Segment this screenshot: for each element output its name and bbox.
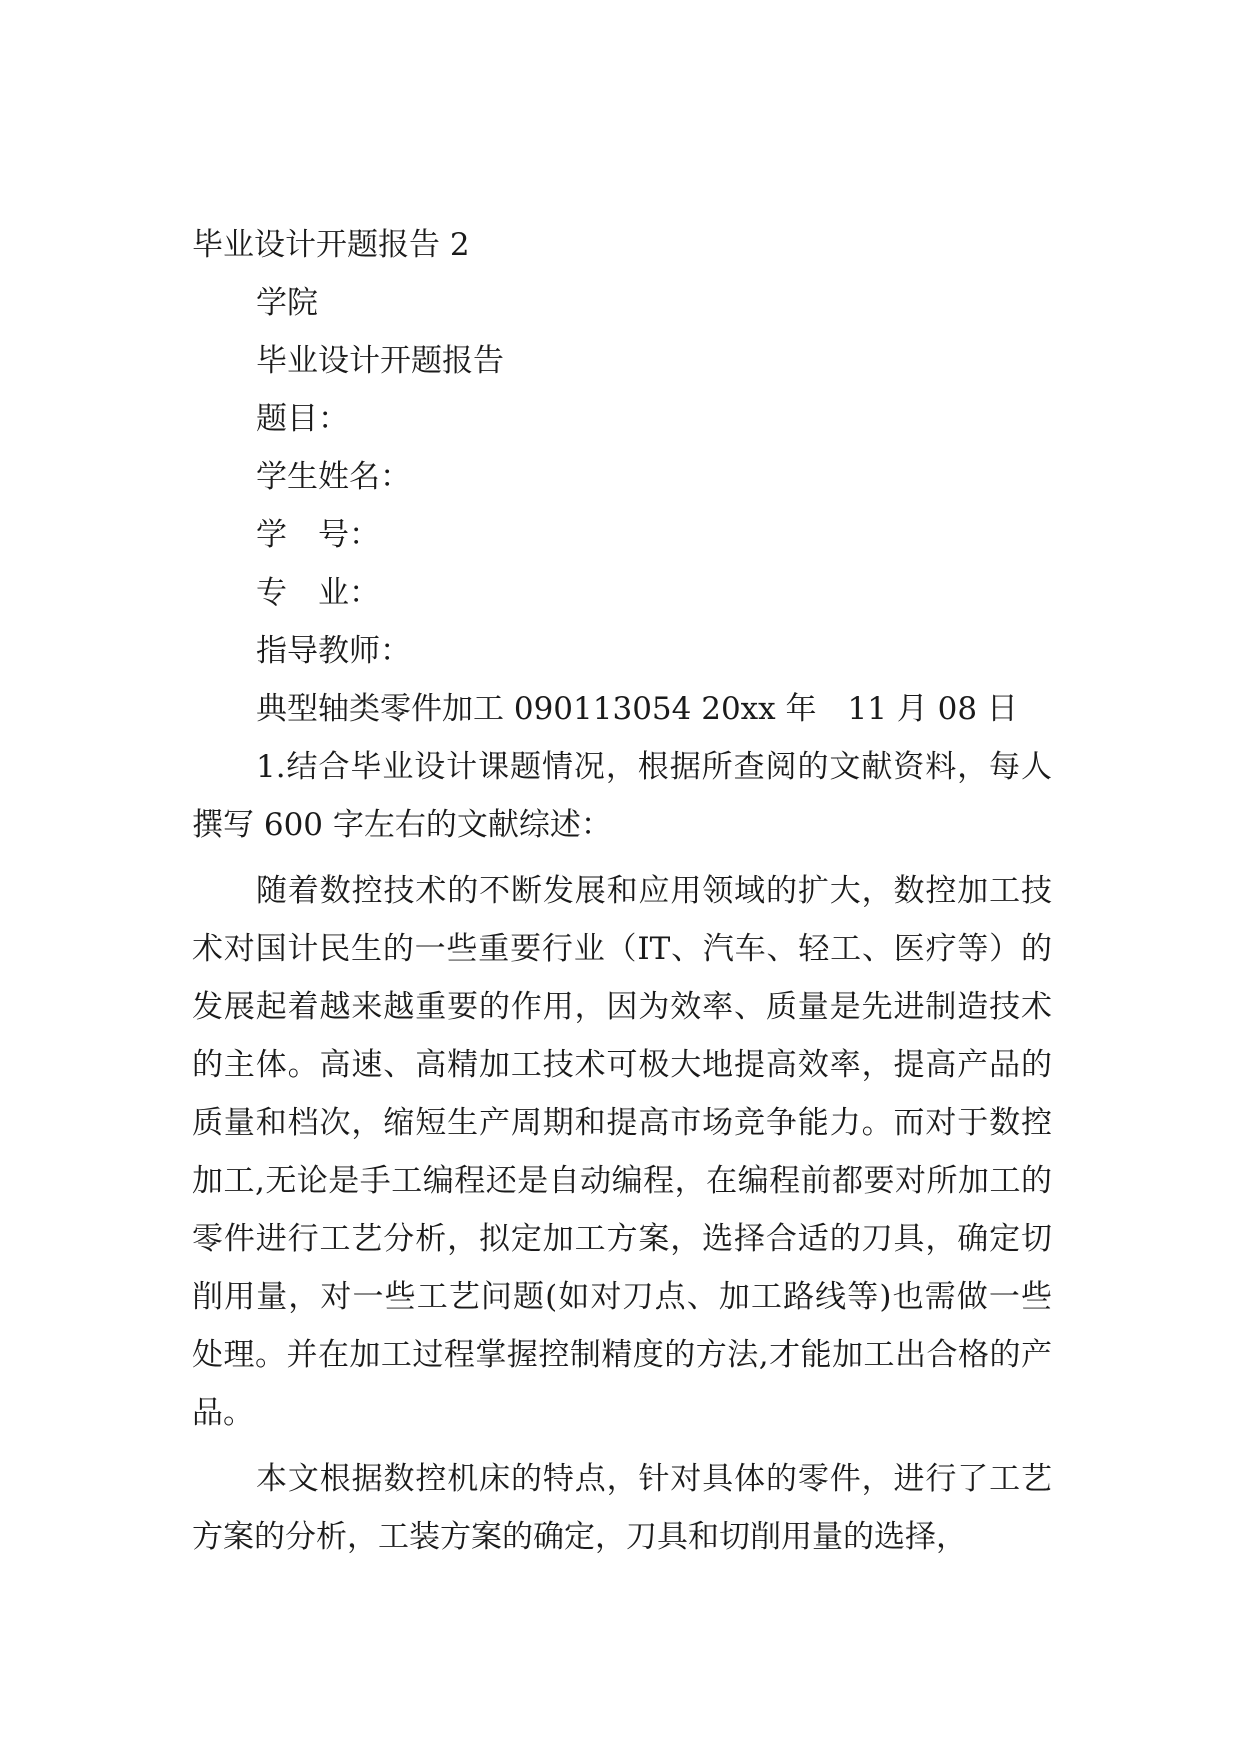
section1-heading: 1.结合毕业设计课题情况，根据所查阅的文献资料，每人撰写 600 字左右的文献综述： [192, 749, 1052, 843]
cover-student-id-label: 学 号： [256, 517, 380, 553]
document-body [192, 216, 1052, 1566]
cover-report-title: 毕业设计开题报告 [256, 343, 504, 379]
section1-paragraph-2: 本文根据数控机床的特点，针对具体的零件，进行了工艺方案的分析，工装方案的确定，刀具和切削用量的选择， [192, 1461, 1052, 1555]
cover-student-name-label: 学生姓名： [256, 459, 411, 495]
cover-topic-label: 题目： [256, 401, 349, 437]
document-title: 毕业设计开题报告 2 [192, 227, 470, 263]
section1-paragraph-1: 随着数控技术的不断发展和应用领域的扩大，数控加工技术对国计民生的一些重要行业（IT、汽车、轻工、医疗等）的发展起着越来越重要的作用，因为效率、质量是先进制造技术的主体。高速、高精加工技术可极大地提高效率，提高产品的质量和档次，缩短生产周期和提高市场竞争能力。而对于数控加工,无论是手工编程还是自动编程，在编程前都要对所加工的零件进行工艺分析，拟定加工方案，选择合适的刀具，确定切削用量，对一些工艺问题(如对刀点、加工路线等)也需做一些处理。并在加工过程掌握控制精度的方法,才能加工出合格的产品。 [192, 873, 1052, 1431]
cover-college: 学院 [256, 285, 318, 321]
cover-advisor-label: 指导教师： [256, 633, 411, 669]
cover-major-label: 专 业： [256, 575, 380, 611]
cover-info-line: 典型轴类零件加工 090113054 20xx 年 11 月 08 日 [256, 691, 1018, 727]
